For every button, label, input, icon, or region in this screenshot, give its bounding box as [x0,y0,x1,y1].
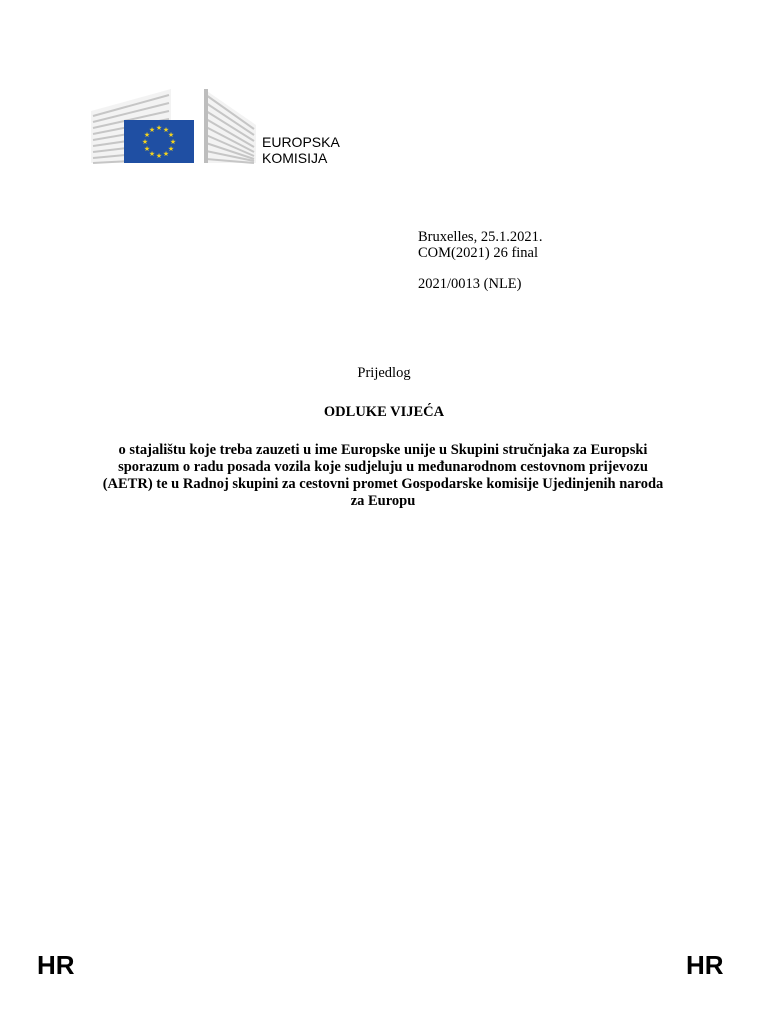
svg-text:★: ★ [141,138,149,146]
eu-flag [124,120,194,163]
place-date: Bruxelles, 25.1.2021. [418,229,543,245]
svg-text:★: ★ [148,150,156,158]
european-commission-logo [91,89,256,167]
organisation-name [262,134,340,166]
building-right-wing [204,89,256,163]
svg-text:★: ★ [143,131,151,139]
svg-text:★: ★ [155,152,163,160]
svg-text:★: ★ [167,145,175,153]
svg-text:★: ★ [155,124,163,132]
document-subject: o stajalištu koje treba zauzeti u ime Europske unije u Skupini stručnjaka za Europski sporazum o radu posada vozila koje sudjeluju u međunarodnom cestovnom prijevozu (AETR) te u Radnoj skupini za cestovni promet Gospodarske komisije Ujedinjenih naroda za Europu [102,442,664,509]
svg-text:★: ★ [169,138,177,146]
document-metadata [418,229,542,292]
svg-text:★: ★ [162,150,170,158]
language-code-left: HR [37,950,75,980]
document-title: ODLUKE VIJEĆA [323,404,445,420]
language-code-right: HR [686,950,724,980]
svg-text:★: ★ [167,131,175,139]
svg-text:★: ★ [148,126,156,134]
procedure-number: 2021/0013 (NLE) [418,276,522,292]
document-type: Prijedlog [357,365,411,381]
svg-text:★: ★ [143,145,151,153]
svg-text:★: ★ [162,126,170,134]
org-name-line2: KOMISIJA [262,150,328,166]
document-reference: COM(2021) 26 final [418,245,539,261]
org-name-line1: EUROPSKA [262,134,340,150]
